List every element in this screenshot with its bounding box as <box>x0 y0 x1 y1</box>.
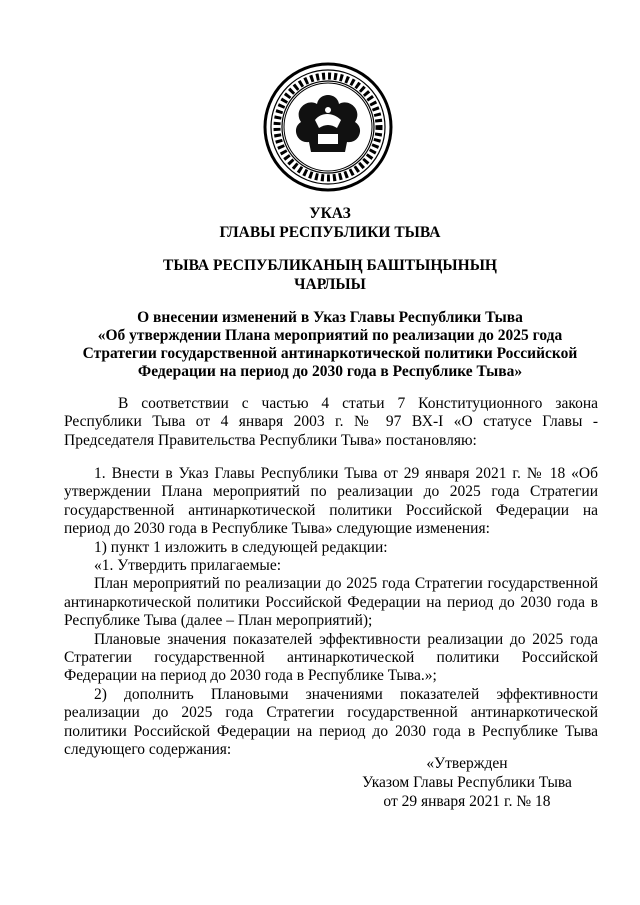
decree-title-tyvan: ТЫВА РЕСПУБЛИКАНЫҢ БАШТЫҢЫНЫҢ <box>163 257 497 274</box>
preamble-text: В соответствии с частью 4 статьи 7 Конституционного закона Республики Тыва от 4 января 2003 г. № 97 ВХ-I «О статусе Главы - Председателя Правительства Республики Тыва» постановляю: <box>64 395 598 449</box>
subject-line: Федерации на период до 2030 года в Республике Тыва» <box>137 363 523 380</box>
subject-line: «Об утверждении Плана мероприятий по реализации до 2025 года <box>97 327 563 344</box>
preamble <box>64 395 598 450</box>
coat-of-arms-icon <box>263 62 393 192</box>
paragraph: «1. Утвердить прилагаемые: <box>94 557 282 575</box>
decree-title-issuer: ГЛАВЫ РЕСПУБЛИКИ ТЫВА <box>219 224 441 241</box>
paragraph: 2) дополнить Плановыми значениями показателей эффективности реализации до 2025 года Стратегии государственной антинаркотической политики Российской Федерации на период до 2030 года в Республике Тыва следующего содержания: <box>64 685 598 759</box>
paragraph: 1. Внести в Указ Главы Республики Тыва от 29 января 2021 г. № 18 «Об утверждении Плана мероприятий по реализации до 2025 года Стратегии государственной антинаркотической политики Российской Федерации на период до 2030 года в Республике Тыва» следующие изменения: <box>64 465 598 538</box>
decree-title: УКАЗ <box>309 205 351 222</box>
paragraph: Плановые значения показателей эффективности реализации до 2025 года Стратегии государственной антинаркотической политики Российской Федерации на период до 2030 года в Республике Тыва.»; <box>64 630 598 685</box>
paragraph: 1) пункт 1 изложить в следующей редакции: <box>94 538 388 556</box>
approval-line: от 29 января 2021 г. № 18 <box>383 793 551 810</box>
subject-line: Стратегии государственной антинаркотической политики Российской <box>82 345 578 362</box>
subject-line: О внесении изменений в Указ Главы Республики Тыва <box>137 309 523 326</box>
paragraph: План мероприятий по реализации до 2025 года Стратегии государственной антинаркотической политики Российской Федерации на период до 2030 года в Республике Тыва (далее – План мероприятий); <box>64 575 598 630</box>
approval-line: «Утвержден <box>426 755 508 772</box>
approval-line: Указом Главы Республики Тыва <box>362 774 572 791</box>
approval-block <box>337 754 597 811</box>
decree-title-tyvan-2: ЧАРЛЫЫ <box>294 276 366 293</box>
decree-body <box>64 465 598 760</box>
